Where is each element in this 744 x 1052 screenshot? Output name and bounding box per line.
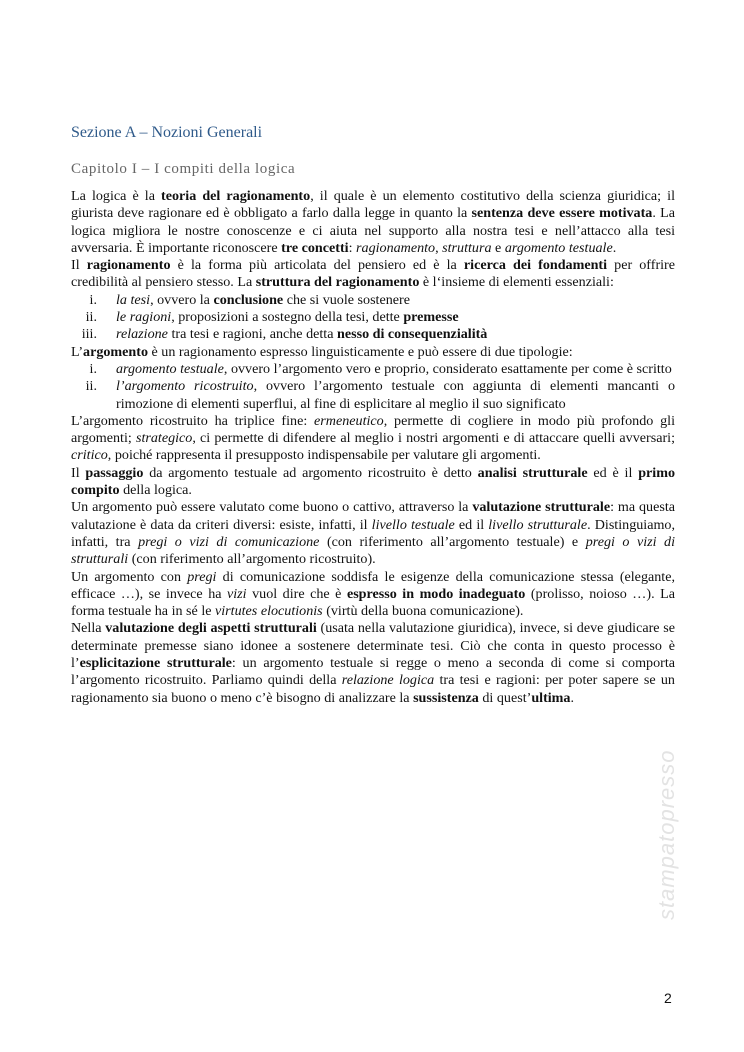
paragraph-passage: Il passaggio da argomento testuale ad argomento ricostruito è detto analisi strutturale ed è il primo compito della logica. (71, 464, 675, 499)
paragraph-structural: Nella valutazione degli aspetti strutturali (usata nella valutazione giuridica), invece, si deve giudicare se determinate premesse siano idonee a sostenere determinate tesi. Ciò che conta in questo processo è l’esplicitazione strutturale: un argomento testuale si regge o meno a seconda di come si comporta l’argomento ricostruito. Parliamo quindi della relazione logica tra tesi e ragioni: per poter sapere se un ragionamento sia buono o meno c’è bisogno di analizzare la sussistenza di quest’ultima. (71, 620, 675, 706)
list-item: ii. le ragioni, proposizioni a sostegno della tesi, dette premesse (85, 309, 459, 326)
paragraph-evaluation: Un argomento può essere valutato come buono o cattivo, attraverso la valutazione strutturale: ma questa valutazione è data da criteri diversi: esiste, infatti, il livello testuale ed il livello strutturale. Distinguiamo, infatti, tra pregi o vizi di comunicazione (con riferimento all’argomento testuale) e pregi o vizi di strutturali (con riferimento all’argomento ricostruito). (71, 499, 676, 568)
reasoning-elements-list (71, 292, 675, 344)
list-item: i. la tesi, ovvero la conclusione che si vuole sostenere (89, 291, 410, 308)
list-item: i. argomento testuale, ovvero l’argomento vero e proprio, considerato esattamente per come è scritto (89, 360, 672, 377)
paragraph-reasoning: Il ragionamento è la forma più articolata del pensiero ed è la ricerca dei fondamenti per offrire credibilità al pensiero stesso. La struttura del ragionamento è l‘insieme di elementi essenziali: (71, 257, 675, 291)
watermark: stampatopresso (654, 749, 679, 920)
list-item: iii. relazione tra tesi e ragioni, anche detta nesso di consequenzialità (81, 326, 488, 343)
paragraph-logic-intro: La logica è la teoria del ragionamento, il quale è un elemento costitutivo della scienza giuridica; il giurista deve ragionare ed è obbligato a farlo dalla legge in quanto la sentenza deve essere motivata. La logica migliora le nostre conoscenze e ci aiuta nel supporto alla nostra tesi e nell’attacco alla tesi avversaria. È importante riconoscere tre concetti: ragionamento, struttura e argomento testuale. (71, 188, 676, 256)
list-item: ii. l’argomento ricostruito, ovvero l’argomento testuale con aggiunta di elementi mancanti o rimozione di elementi superflui, al fine di esplicitare al meglio il suo significato (85, 378, 675, 412)
section-title: Sezione A – Nozioni Generali (71, 124, 263, 141)
paragraph-reconstructed: L’argomento ricostruito ha triplice fine: ermeneutico, permette di cogliere in modo più profondo gli argomenti; strategico, ci permette di difendere al meglio i nostri argomenti e di attaccare quelli avversari; critico, poiché rappresenta il presupposto indispensabile per valutare gli argomenti. (71, 412, 675, 464)
argument-types-list (71, 361, 675, 413)
paragraph-communication: Un argomento con pregi di comunicazione soddisfa le esigenze della comunicazione stessa (elegante, efficace …), se invece ha vizi vuol dire che è espresso in modo inadeguato (prolisso, noioso …). La forma testuale ha in sé le virtutes elocutionis (virtù della buona comunicazione). (71, 568, 675, 620)
document-body (71, 188, 675, 707)
paragraph-argument: L’argomento è un ragionamento espresso linguisticamente e può essere di due tipologie: (71, 343, 573, 360)
page-number: 2 (664, 990, 672, 1006)
chapter-title: Capitolo I – I compiti della logica (71, 161, 296, 177)
